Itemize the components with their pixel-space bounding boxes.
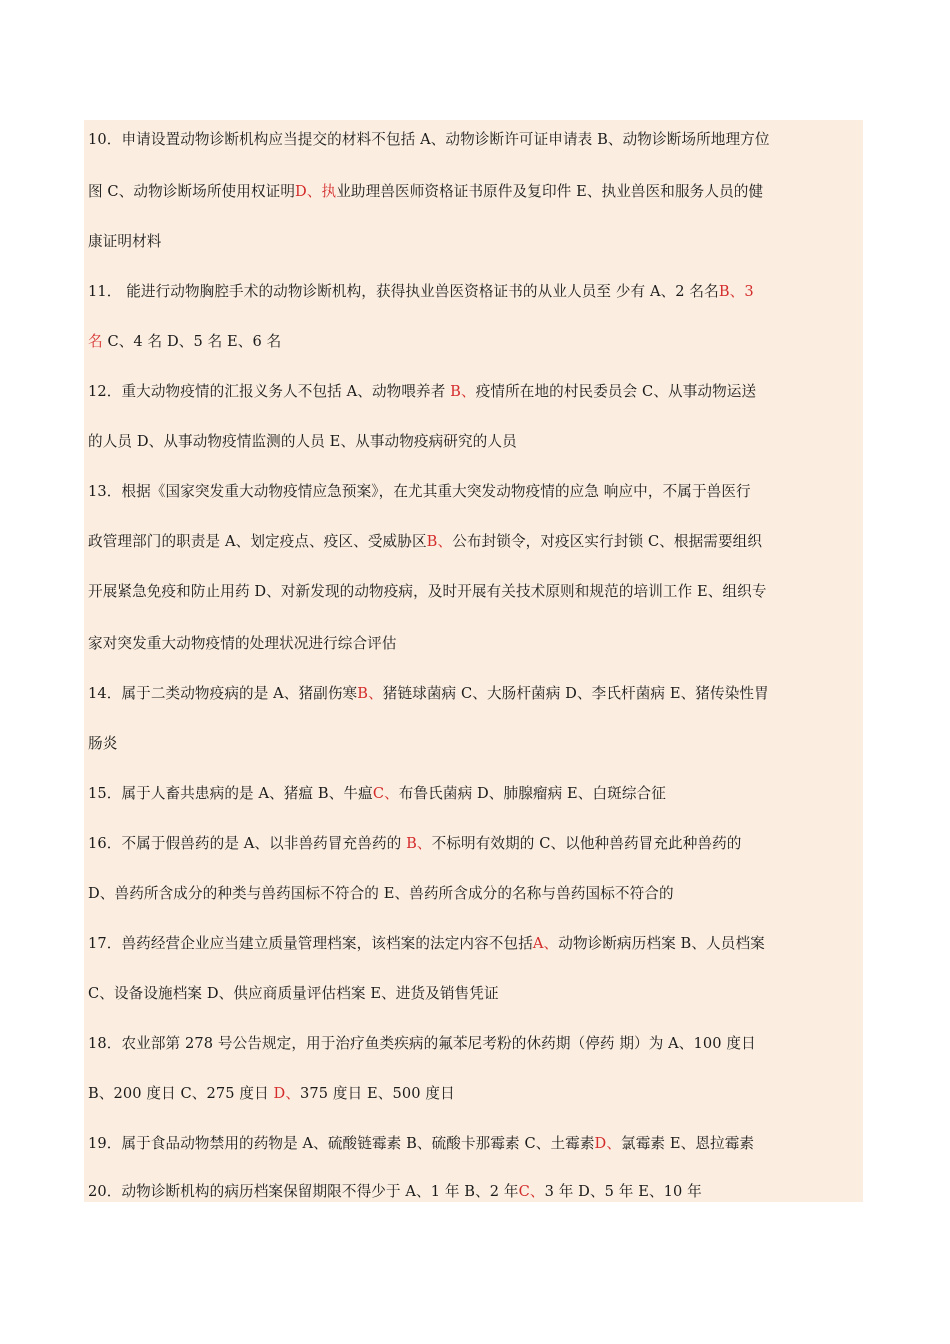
text-segment: B、200 度日 C、275 度日: [88, 1085, 274, 1102]
text-line: [88, 1083, 863, 1105]
text-segment: 375 度日 E、500 度日: [300, 1085, 455, 1102]
answer-marker: D、: [273, 1085, 301, 1102]
answer-marker: D、: [594, 1135, 622, 1152]
text-line: [88, 431, 863, 453]
text-segment: 家对突发重大动物疫情的处理状况进行综合评估: [88, 635, 397, 652]
text-segment: 19．属于食品动物禁用的药物是 A、硫酸链霉素 B、硫酸卡那霉素 C、土霉素: [88, 1135, 595, 1152]
text-segment: 14．属于二类动物疫病的是 A、猪副伤寒: [88, 685, 358, 702]
text-segment: 政管理部门的职责是 A、划定疫点、疫区、受威胁区: [88, 533, 427, 550]
answer-marker: B、3: [718, 283, 754, 300]
text-line: [88, 833, 863, 855]
text-segment: 18．农业部第 278 号公告规定，用于治疗鱼类疾病的氟苯尼考粉的休药期（停药 期）为 A、100 度日: [88, 1035, 756, 1052]
text-segment: D、兽药所含成分的种类与兽药国标不符合的 E、兽药所含成分的名称与兽药国标不符合的: [88, 885, 674, 902]
text-segment: 3 年 D、5 年 E、10 年: [544, 1183, 702, 1200]
text-line: [88, 933, 863, 955]
text-segment: 氯霉素 E、恩拉霉素: [621, 1135, 755, 1152]
answer-marker: C、: [518, 1183, 545, 1200]
text-segment: 公布封锁令，对疫区实行封锁 C、根据需要组织: [452, 533, 763, 550]
answer-marker: 名: [88, 333, 103, 350]
text-line: [88, 381, 863, 403]
text-segment: 疫情所在地的村民委员会 C、从事动物运送: [475, 383, 757, 400]
text-segment: 肠炎: [88, 735, 118, 752]
text-segment: 康证明材料: [88, 233, 162, 250]
text-segment: C、设备设施档案 D、供应商质量评估档案 E、进货及销售凭证: [88, 985, 499, 1002]
text-segment: 动物诊断病历档案 B、人员档案: [558, 935, 765, 952]
answer-marker: A、: [532, 935, 559, 952]
text-line: [88, 281, 863, 303]
text-segment: 11． 能进行动物胸腔手术的动物诊断机构，获得执业兽医资格证书的从业人员至 少有 A、2 名名: [88, 283, 719, 300]
text-line: [88, 983, 863, 1005]
text-segment: 图 C、动物诊断场所使用权证明: [88, 183, 296, 200]
text-line: [88, 783, 863, 805]
text-line: [88, 883, 863, 905]
text-line: [88, 481, 863, 503]
text-line: [88, 331, 863, 353]
text-line: [88, 531, 863, 553]
answer-marker: B、: [406, 835, 432, 852]
answer-marker: B、: [450, 383, 476, 400]
text-line: [88, 633, 863, 655]
text-segment: 15．属于人畜共患病的是 A、猪瘟 B、牛瘟: [88, 785, 373, 802]
text-segment: 20．动物诊断机构的病历档案保留期限不得少于 A、1 年 B、2 年: [88, 1183, 519, 1200]
text-segment: 13．根据《国家突发重大动物疫情应急预案》，在尤其重大突发动物疫情的应急 响应中，不属于兽医行: [88, 483, 751, 500]
answer-marker: B、: [357, 685, 383, 702]
text-segment: 16．不属于假兽药的是 A、以非兽药冒充兽药的: [88, 835, 407, 852]
answer-marker: C、: [372, 785, 399, 802]
text-line: [88, 1033, 863, 1055]
text-line: [88, 683, 863, 705]
text-line: [88, 1181, 863, 1203]
text-line: [88, 129, 863, 151]
text-segment: 的人员 D、从事动物疫情监测的人员 E、从事动物疫病研究的人员: [88, 433, 517, 450]
text-segment: 不标明有效期的 C、以他种兽药冒充此种兽药的: [431, 835, 742, 852]
text-segment: 17．兽药经营企业应当建立质量管理档案，该档案的法定内容不包括: [88, 935, 533, 952]
text-segment: 猪链球菌病 C、大肠杆菌病 D、李氏杆菌病 E、猪传染性胃: [382, 685, 769, 702]
text-line: [88, 1133, 863, 1155]
text-line: [88, 733, 863, 755]
text-segment: 12．重大动物疫情的汇报义务人不包括 A、动物喂养者: [88, 383, 451, 400]
text-segment: 10．申请设置动物诊断机构应当提交的材料不包括 A、动物诊断许可证申请表 B、动物诊断场所地理方位: [88, 131, 770, 148]
text-line: [88, 231, 863, 253]
text-segment: 开展紧急免疫和防止用药 D、对新发现的动物疫病，及时开展有关技术原则和规范的培训工作 E、组织专: [88, 583, 767, 600]
text-line: [88, 581, 863, 603]
text-line: [88, 181, 863, 203]
answer-marker: B、: [426, 533, 453, 550]
text-segment: 业助理兽医师资格证书原件及复印件 E、执业兽医和服务人员的健: [336, 183, 764, 200]
text-segment: 布鲁氏菌病 D、肺腺瘤病 E、白斑综合征: [398, 785, 666, 802]
text-segment: C、4 名 D、5 名 E、6 名: [102, 333, 282, 350]
answer-marker: D、执: [295, 183, 337, 200]
